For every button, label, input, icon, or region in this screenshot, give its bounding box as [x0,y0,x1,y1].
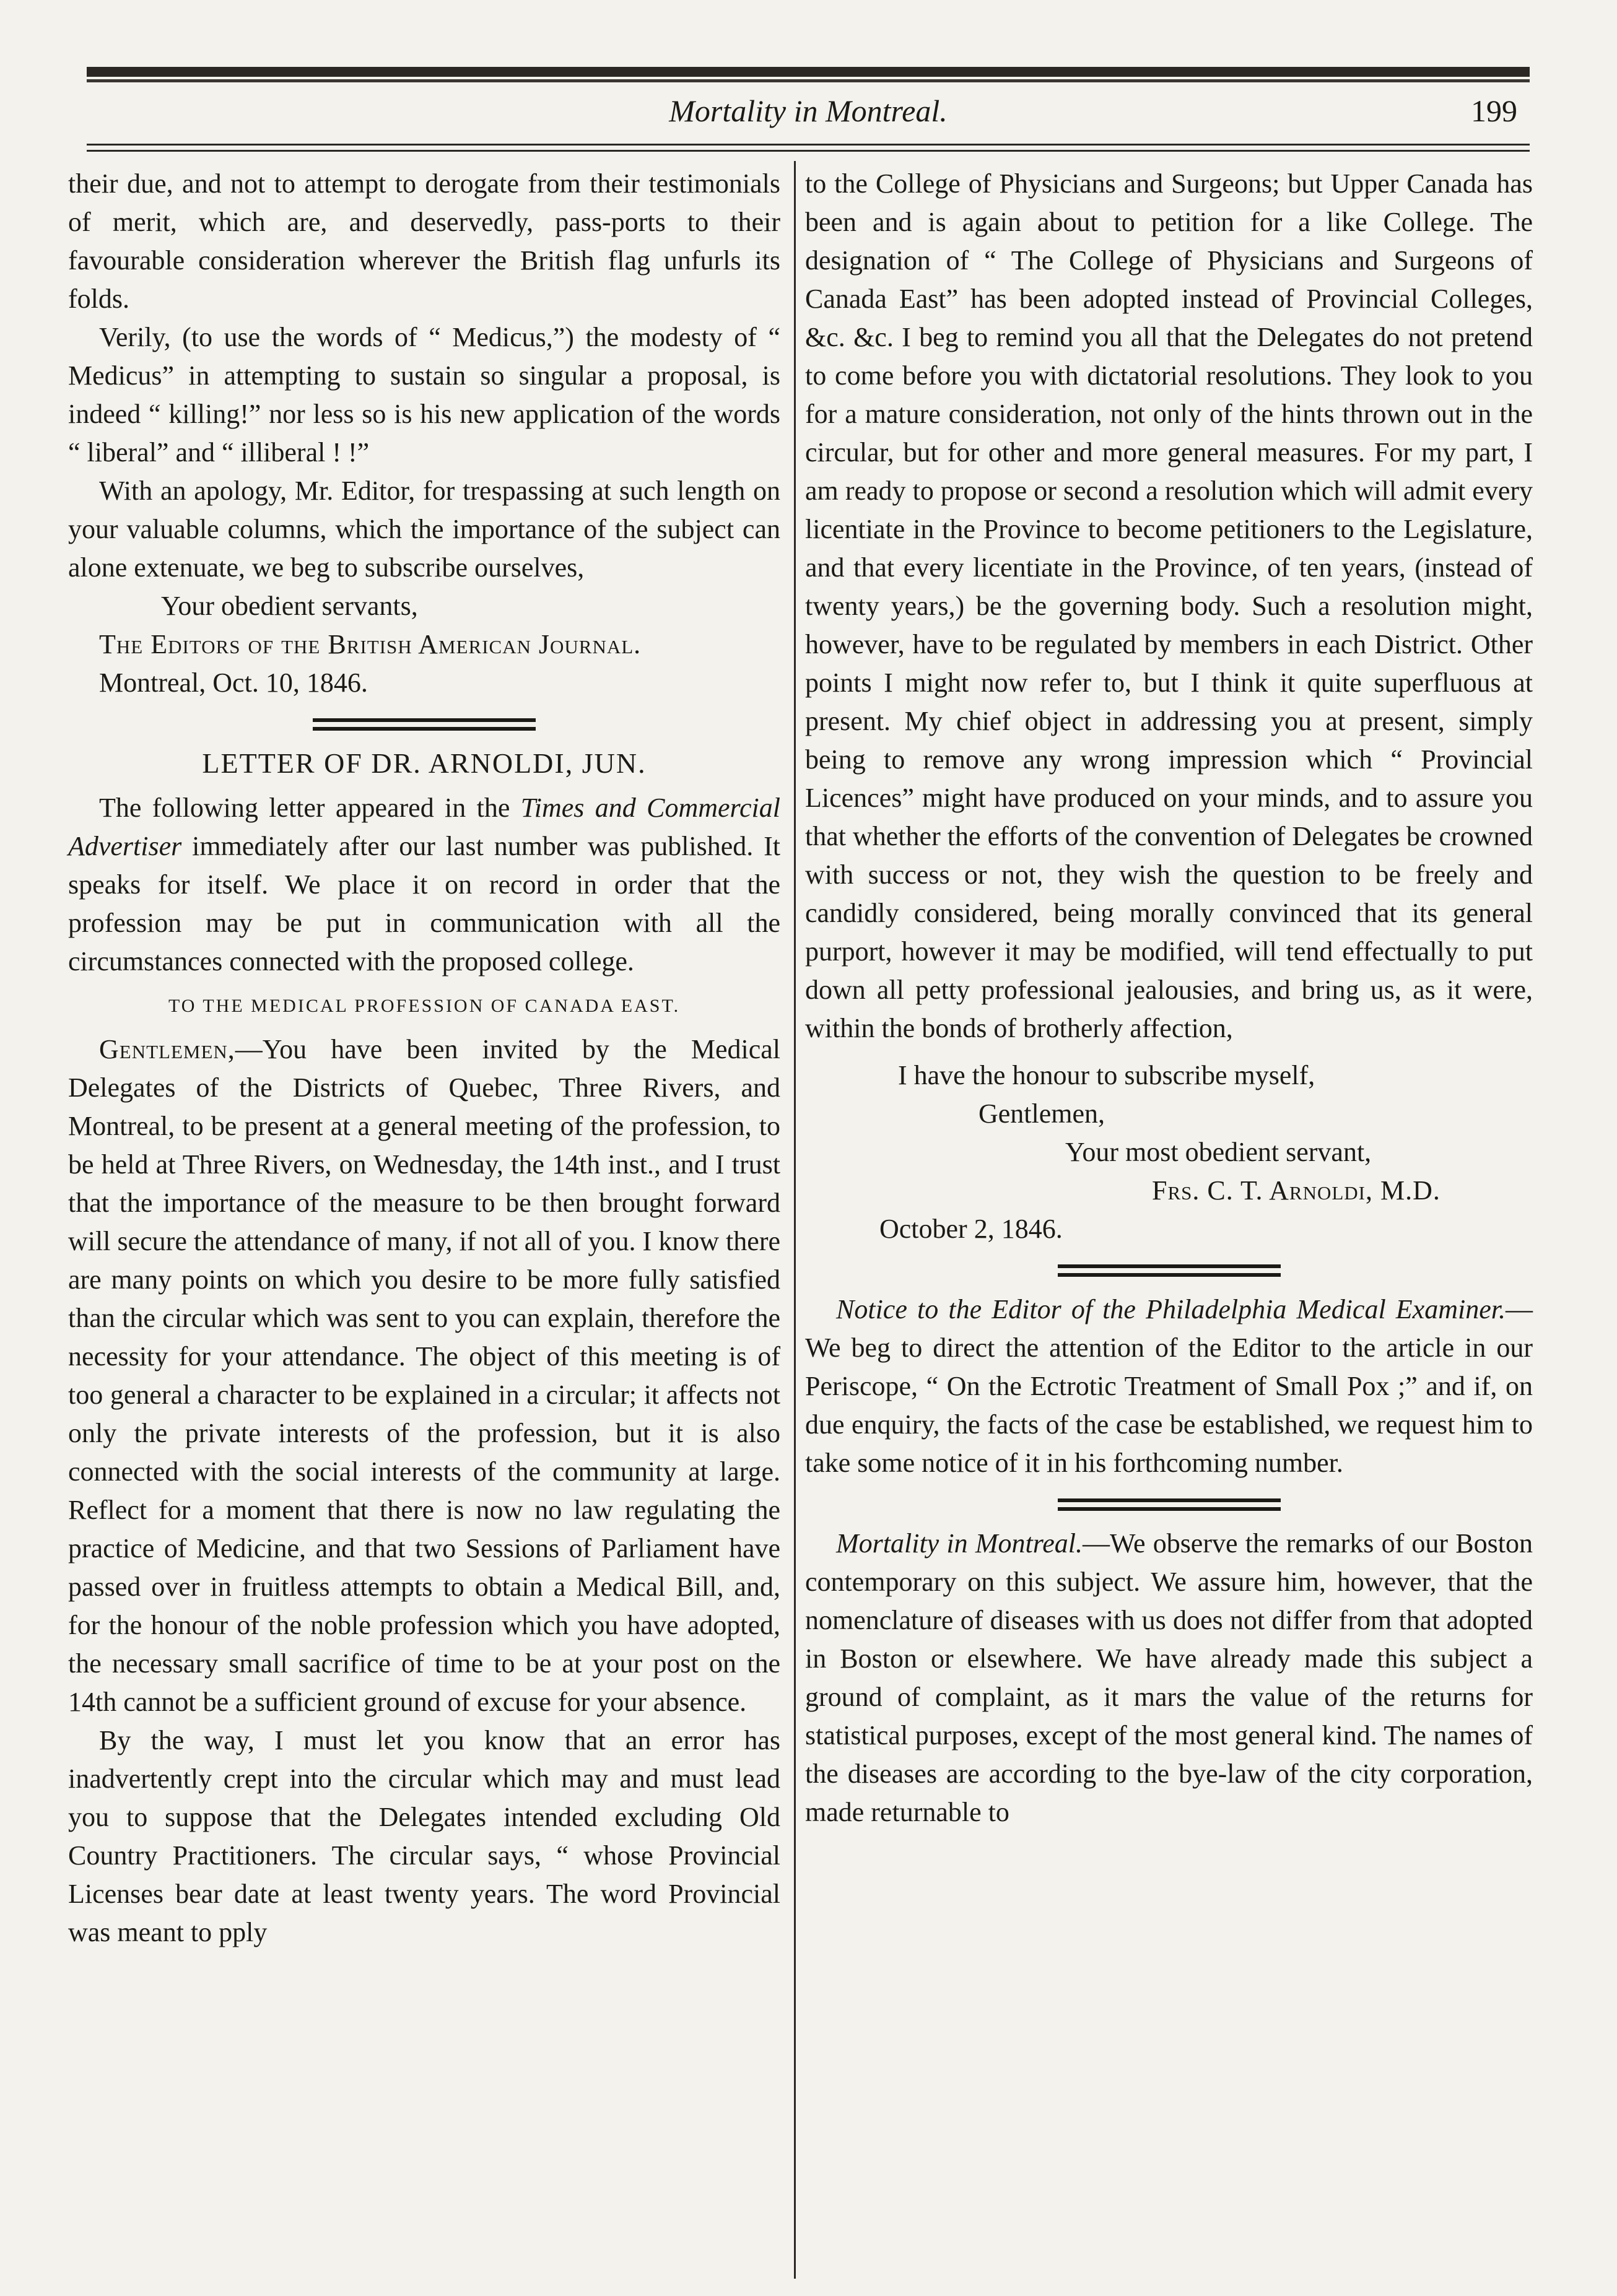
intro-paragraph [68,789,780,981]
running-header [87,93,1530,136]
left-column [68,165,780,1952]
letter-paragraph: By the way, I must let you know that an error has inadvertently crept into the circular which may and must lead you to suppose that the Delegates intended excluding Old Country Practitioners. The circular says, “ whose Provincial Licenses bear date at least twenty years. The word Provincial was meant to pply [68,1725,780,1947]
top-border-rule [87,67,1530,77]
paragraph: Verily, (to use the words of “ Medicus,”) the modesty of “ Medicus” in attempting to sustain so singular a proposal, is indeed “ killing!” nor less so is his new application of the words “ liberal” and “ illiberal ! !” [68,322,780,467]
header-rule-second [87,150,1530,152]
header-rule [87,144,1530,146]
editors-signature: The Editors of the British American Journal. [99,629,642,659]
letter-paragraph [68,1030,780,1721]
letter-address: TO THE MEDICAL PROFESSION OF CANADA EAST. [168,996,681,1016]
newspaper-title: Times and Commercial Advertiser [68,793,781,861]
mortality-body: —We observe the remarks of our Boston contemporary on this subject. We assure him, however, that the nomenclature of diseases with us does not differ from that adopted in Boston or elsewhere. We have already made this subject a ground of complaint, as it mars the value of the returns for statistical purposes, except of the most general kind. The names of the diseases are according to the bye-law of the city corporation, made returnable to [805,1528,1533,1827]
closing-line: Your obedient servants, [161,591,418,621]
place-date: Montreal, Oct. 10, 1846. [99,667,368,698]
right-column [805,165,1533,1832]
mortality-paragraph [805,1524,1533,1832]
section-separator [313,718,536,731]
signature-line: Gentlemen, [978,1098,1105,1129]
top-border-rule-thin [87,79,1530,82]
paragraph: to the College of Physicians and Surgeons; but Upper Canada has been and is again about to petition for a like College. The designation of “ The College of Physicians and Surgeons of Canada East” has been adopted instead of Provincial Colleges, &c. &c. I beg to remind you all that the Delegates do not pretend to come before you with dictatorial resolutions. They look to you for a mature consideration, not only of the hints thrown out in the circular, but for other and more general measures. For my part, I am ready to propose or second a resolution which will admit every licentiate in the Province to become petitioners to the Legislature, and that every licentiate in the Province, of ten years, (instead of twenty years,) be the governing body. Such a resolution might, however, have to be regulated by members in each District. Other points I might now refer to, but I think it quite superfluous at present. My chief object in addressing you at present, simply being to remove any wrong impression which “ Provincial Licences” might have produced on your minds, and to assure you that whether the efforts of the convention of Delegates be crowned with success or not, they wish the question to be freely and candidly considered, being morally convinced that its general purport, however it may be modified, will tend effectually to put down all petty professional jealousies, and bring us, as it were, within the bonds of brotherly affection, [805,168,1533,1043]
running-title: Mortality in Montreal. [669,93,948,128]
signature-name: Frs. C. T. Arnoldi, M.D. [1152,1175,1440,1206]
notice-paragraph [805,1290,1533,1482]
salutation: Gentlemen, [99,1034,235,1064]
paragraph: With an apology, Mr. Editor, for trespassing at such length on your valuable columns, which the importance of the subject can alone extenuate, we beg to subscribe ourselves, [68,476,780,583]
notice-body: —We beg to direct the attention of the Editor to the article in our Periscope, “ On the Ectrotic Treatment of Small Pox ;” and if, on due enquiry, the facts of the case be established, we request him to take some notice of it in his forthcoming number. [805,1294,1533,1478]
section-separator [1058,1264,1281,1277]
column-divider [794,161,796,2279]
intro-text-continued: immediately after our last number was published. It speaks for itself. We place it on record in order that the profession may be put in communication with all the circumstances connected with the proposed college. [68,831,780,976]
notice-title: Notice to the Editor of the Philadelphia Medical Examiner. [836,1294,1506,1324]
page-number: 199 [1471,93,1517,128]
signature-line: Your most obedient servant, [1065,1137,1372,1167]
letter-heading: LETTER OF DR. ARNOLDI, JUN. [202,747,647,779]
section-separator [1058,1498,1281,1511]
signature-date: October 2, 1846. [879,1214,1063,1244]
intro-text: The following letter appeared in the [99,793,521,823]
mortality-title: Mortality in Montreal. [836,1528,1083,1559]
letter-body: —You have been invited by the Medical Delegates of the Districts of Quebec, Three Rivers, and Montreal, to be present at a general meeting of the profession, to be held at Three Rivers, on Wednesday, the 14th inst., and I trust that the importance of the measure to be then brought forward will secure the attendance of many, if not all of you. I know there are many points on which you desire to be more fully satisfied than the circular which was sent to you can explain, therefore the necessity for your attendance. The object of this meeting is of too general a character to be explained in a circular; it affects not only the private interests of the profession, but it is also connected with the social interests of the community at large. Reflect for a moment that there is now no law regulating the practice of Medicine, and that two Sessions of Parliament have passed over in fruitless attempts to obtain a Medical Bill, and, for the honour of the noble profession which you have adopted, the necessary small sacrifice of time to be at your post on the 14th cannot be a sufficient ground of excuse for your absence. [68,1034,780,1717]
paragraph: their due, and not to attempt to derogate from their testimonials of merit, which are, and deservedly, pass-ports to their favourable consideration wherever the British flag unfurls its folds. [68,168,780,314]
signature-line: I have the honour to subscribe myself, [898,1060,1315,1090]
